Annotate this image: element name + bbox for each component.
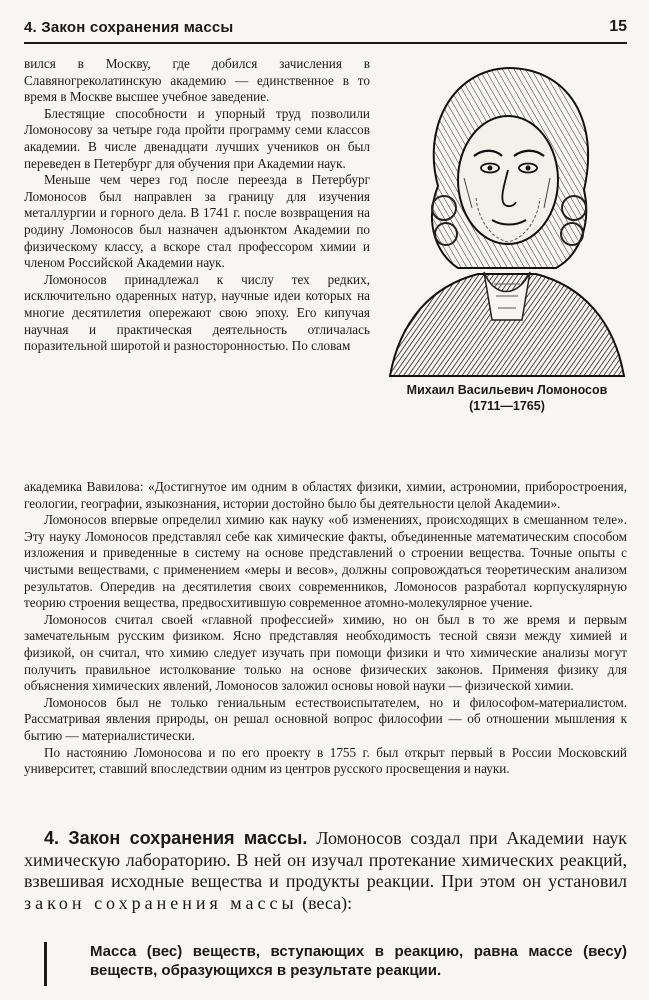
paragraph: Блестящие способности и упорный труд позволили Ломоносову за четыре года пройти программу семи классов академии. В числе двенадцати лучших учеников он был переведен в Петербург для обучения при Академии наук. xyxy=(24,105,370,171)
lomonosov-portrait xyxy=(386,58,628,378)
running-head-title: 4. Закон сохранения массы xyxy=(24,19,234,36)
paragraph: Ломоносов впервые определил химию как науку «об изменениях, происходящих в смешанном теле». Эту науку Ломоносов представлял себе как химические факты, объединенные математическим способом изложения и приведенные в систему на основе представлений о строении вещества. Точные опыты с чистыми веществами, с применением «меры и весов», должны сопровождаться теоретическим анализом результатов. Опередив на десятилетия своих современников, Ломоносов разработал корпускулярную теорию строения вещества, предвосхитившую современное атомно-молекулярное учение. xyxy=(24,512,627,611)
paragraph: вился в Москву, где добился зачисления в Славяногреколатинскую академию — единственное в то время в Москве высшее учебное заведение. xyxy=(24,56,370,105)
caption-name: Михаил Васильевич Ломоносов xyxy=(406,383,608,397)
left-column-text xyxy=(24,56,370,355)
law-term-suffix: (веса): xyxy=(302,892,353,913)
paragraph: Меньше чем через год после переезда в Петербург Ломоносов был направлен за границу для изучения металлургии и горного дела. В 1741 г. после возвращения на родину Ломоносов был назначен адъюнктом Академии по физическому классу, а вскоре стал профессором химии и членом Российской Академии наук. xyxy=(24,172,370,271)
caption-years: (1711—1765) xyxy=(469,399,545,413)
paragraph: По настоянию Ломоносова и по его проекту в 1755 г. был открыт первый в России Московский университет, ставший впоследствии одним из центров русского просвещения и науки. xyxy=(24,744,627,777)
law-statement xyxy=(44,942,627,980)
paragraph: Ломоносов считал своей «главной профессией» химию, но он был в то же время и первым замечательным русским физиком. Ясно представляя необходимость тесной связи между химией и физикой, он считал, что химию следует изучать при помощи физики и что химические анализы могут получить правильное истолкование только на основе физических законов. Применяя физику для объяснения химических явлений, Ломоносов заложил основы новой науки — физической химии. xyxy=(24,611,627,694)
paragraph: Ломоносов был не только гениальным естествоиспытателем, но и философом-материалистом. Рассматривая явления природы, он решал основной вопрос философии — об отношении мышления к бытию — материалистически. xyxy=(24,694,627,743)
law-term: закон сохранения массы xyxy=(24,892,298,913)
portrait-caption xyxy=(380,382,634,414)
law-text: Масса (вес) веществ, вступающих в реакцию, равна массе (весу) веществ, образующихся в результате реакции. xyxy=(90,943,627,979)
paragraph: Ломоносов принадлежал к числу тех редких, исключительно одаренных натур, научные идеи которых на многие десятилетия опережают свою эпоху. Его кипучая научная и практическая деятельность отличалась поразительной широтой и разносторонностью. По словам xyxy=(24,271,370,354)
page-header xyxy=(24,18,627,44)
section-paragraph xyxy=(24,828,627,914)
portrait-engraving xyxy=(386,58,628,378)
full-width-text xyxy=(24,479,627,778)
law-marker-bar xyxy=(44,942,47,986)
section-4 xyxy=(24,828,627,914)
page-number: 15 xyxy=(609,18,627,35)
paragraph: академика Вавилова: «Достигнутое им одним в областях физики, химии, астрономии, приборостроения, геологии, географии, языкознания, истории достойно было бы деятельности целой Академии». xyxy=(24,479,627,511)
section-text: Ломоносов создал при Академии наук химическую лабораторию. В ней он изучал протекание химических реакций, взвешивая исходные вещества и продукты реакции. При этом он установил xyxy=(24,828,627,891)
section-heading: 4. Закон сохранения массы. xyxy=(44,828,308,848)
